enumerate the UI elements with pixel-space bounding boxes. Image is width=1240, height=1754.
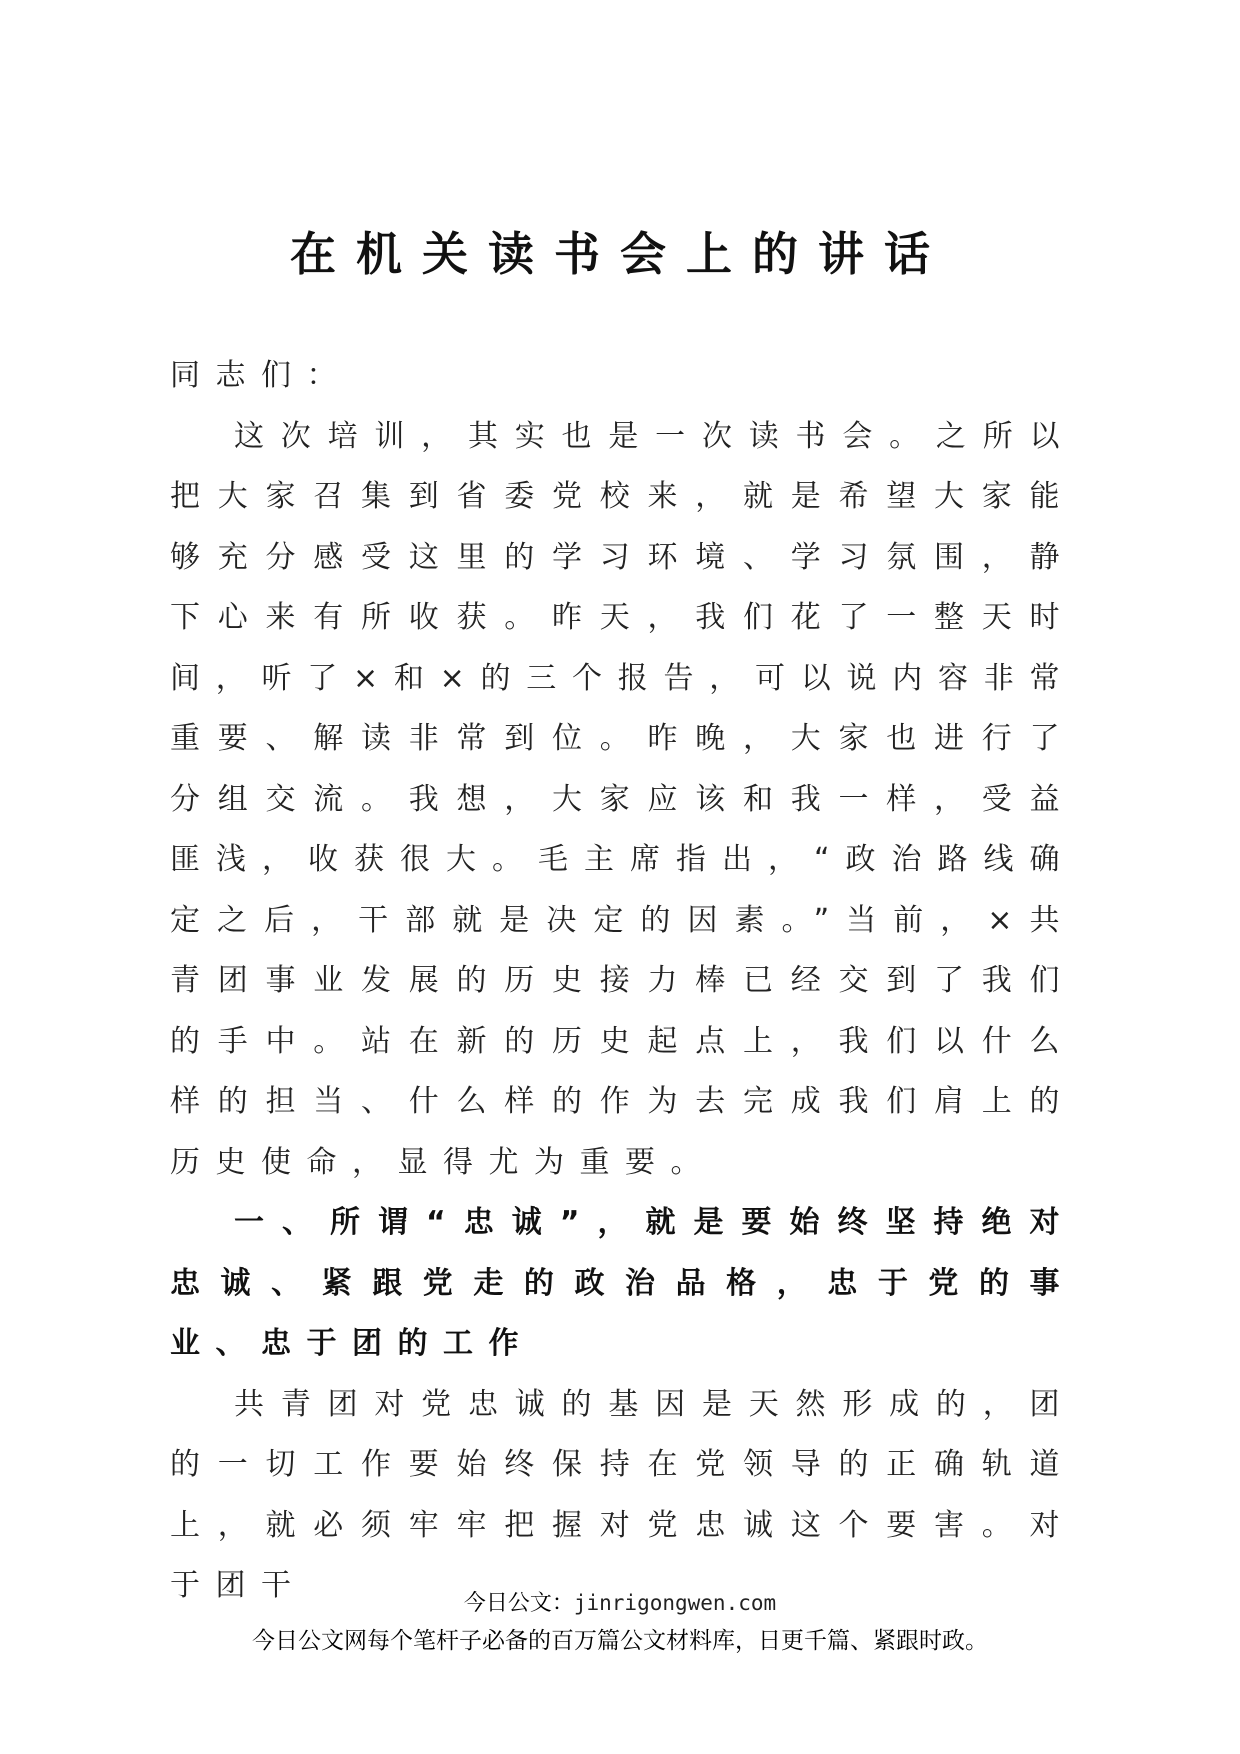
- salutation: 同志们：: [170, 358, 352, 393]
- body-paragraph: 共青团对党忠诚的基因是天然形成的，团的一切工作要始终保持在党领导的正确轨道上，就必须牢牢把握对党忠诚这个要害。对于团干: [170, 1386, 1075, 1603]
- footer-tagline: 今日公文网每个笔杆子必备的百万篇公文材料库，日更千篇、紧跟时政。: [252, 1628, 988, 1654]
- document-title: 在机关读书会上的讲话: [290, 227, 950, 281]
- document-body: [170, 346, 1075, 1617]
- footer-site-line: [0, 1586, 1240, 1617]
- section-heading: 一、所谓“忠诚”，就是要始终坚持绝对忠诚、紧跟党走的政治品格，忠于党的事业、忠于团的工作: [170, 1205, 1075, 1361]
- footer-site-label: 今日公文：: [463, 1591, 574, 1616]
- body-paragraph: 这次培训，其实也是一次读书会。之所以把大家召集到省委党校来，就是希望大家能够充分感受这里的学习环境、学习氛围，静下心来有所收获。昨天，我们花了一整天时间，听了×和×的三个报告，可以说内容非常重要、解读非常到位。昨晚，大家也进行了分组交流。我想，大家应该和我一样，受益匪浅，收获很大。毛主席指出，“政治路线确定之后，干部就是决定的因素。”当前，×共青团事业发展的历史接力棒已经交到了我们的手中。站在新的历史起点上，我们以什么样的担当、什么样的作为去完成我们肩上的历史使命，显得尤为重要。: [170, 418, 1075, 1180]
- footer-site-url[interactable]: jinrigongwen.com: [573, 1591, 777, 1615]
